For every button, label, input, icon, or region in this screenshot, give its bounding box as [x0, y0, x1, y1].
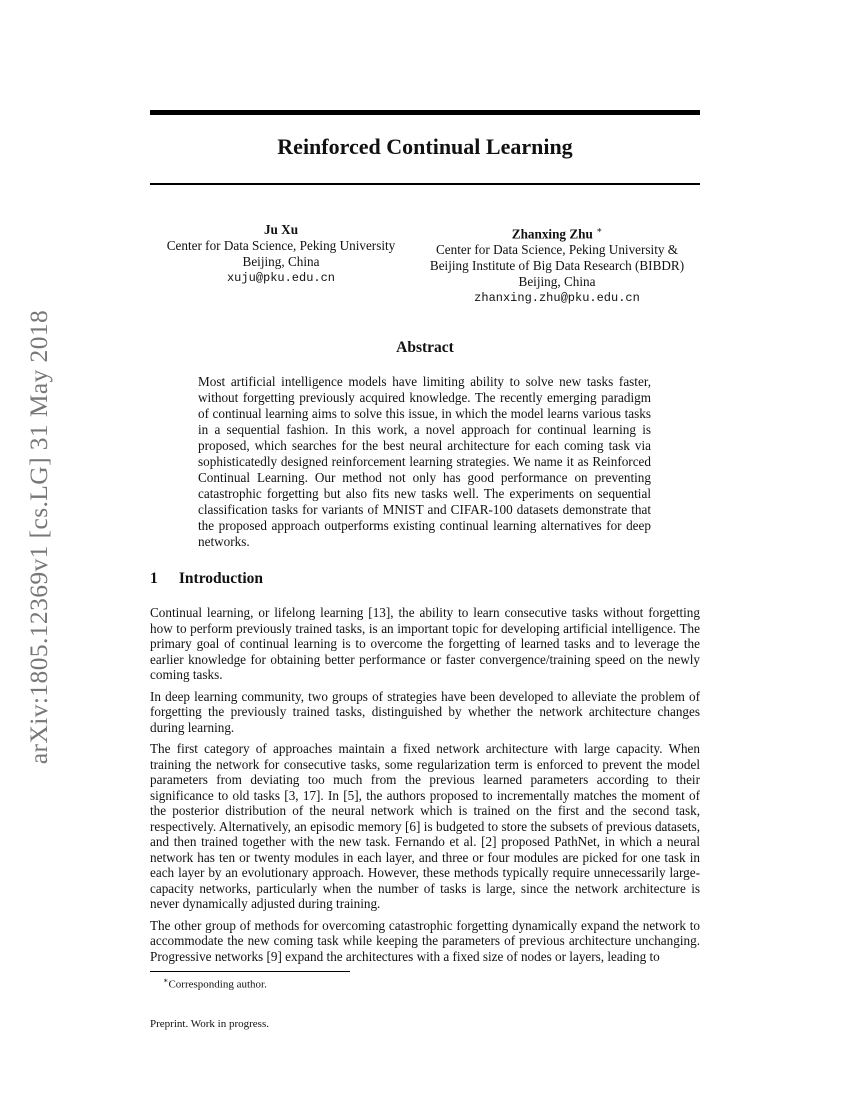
author-name-line — [412, 222, 702, 242]
author-location: Beijing, China — [242, 254, 320, 269]
preprint-note: Preprint. Work in progress. — [150, 1018, 269, 1030]
arxiv-identifier — [19, 282, 59, 792]
introduction-body — [150, 605, 700, 970]
paragraph: Continual learning, or lifelong learning [13], the ability to learn consecutive tasks without forgetting how to perform previously trained tasks, is an important topic for developing artificial intelligence. The primary goal of continual learning is to overcome the forgetting of learned tasks and to leverage the earlier knowledge for obtaining better performance or faster convergence/training speed on the newly coming tasks. — [150, 605, 700, 682]
author-name: Ju Xu — [263, 222, 299, 237]
footnote-marker: ∗ — [163, 976, 169, 985]
author-block-1 — [155, 222, 407, 286]
abstract-heading: Abstract — [396, 339, 454, 356]
paper-title: Reinforced Continual Learning — [277, 134, 573, 159]
paragraph: The first category of approaches maintain a fixed network architecture with large capacity. When training the network for consecutive tasks, some regularization term is enforced to prevent the model parameters from deviating too much from the previous learned parameters according to their significance to old tasks [3, 17]. In [5], the authors proposed to incrementally matches the moment of the posterior distribution of the neural network which is trained on the first and the second task, respectively. Alternatively, an episodic memory [6] is budgeted to store the subsets of previous datasets, and then trained together with the new task. Fernando et al. [2] proposed PathNet, in which a neural network has ten or twenty modules in each layer, and three or four modules are picked for one task in each layer by an evolutionary approach. However, these methods typically require unnecessarily large-capacity networks, particularly when the number of tasks is large, since the network architecture is never dynamically adjusted during training. — [150, 741, 700, 911]
footnote-text: Corresponding author. — [168, 978, 267, 991]
author-affiliation: Center for Data Science, Peking University — [166, 238, 396, 253]
abstract-text: Most artificial intelligence models have limiting ability to solve new tasks faster, without forgetting previously acquired knowledge. The recently emerging paradigm of continual learning aims to solve this issue, in which the model learns various tasks in a sequential fashion. In this work, a novel approach for continual learning is proposed, which searches for the best neural architecture for each coming task via sophisticatedly designed reinforcement learning strategies. We name it as Reinforced Continual Learning. Our method not only has good performance on preventing catastrophic forgetting but also fits new tasks well. The experiments on sequential classification tasks for variants of MNIST and CIFAR-100 datasets demonstrate that the proposed approach outperforms existing continual learning alternatives for deep networks. — [198, 374, 651, 549]
author-footnote-marker: ∗ — [596, 225, 603, 235]
author-email: zhanxing.zhu@pku.edu.cn — [474, 291, 640, 306]
author-affiliation: Center for Data Science, Peking University & — [435, 242, 679, 258]
author-affiliation-2: Beijing Institute of Big Data Research (BIBDR) — [429, 258, 685, 274]
paragraph: The other group of methods for overcoming catastrophic forgetting dynamically expand the network to accommodate the new coming task while keeping the parameters of previous architecture unchanging. Progressive networks [9] expand the architectures with a fixed size of nodes or layers, leading to — [150, 917, 700, 964]
footnote-rule — [150, 971, 350, 972]
title-top-rule — [150, 110, 700, 115]
section-heading — [150, 570, 263, 588]
author-email: xuju@pku.edu.cn — [226, 271, 336, 285]
section-number: 1 — [150, 570, 158, 587]
arxiv-identifier-text: arXiv:1805.12369v1 [cs.LG] 31 May 2018 — [24, 309, 53, 765]
author-block-2 — [412, 222, 702, 306]
section-title: Introduction — [178, 570, 263, 587]
footnote — [163, 976, 267, 991]
author-location: Beijing, China — [518, 274, 596, 290]
title-bottom-rule — [150, 183, 700, 185]
author-name: Zhanxing Zhu — [511, 226, 593, 242]
paragraph: In deep learning community, two groups of strategies have been developed to alleviate the problem of forgetting the previously trained tasks, distinguished by whether the network architecture changes during learning. — [150, 688, 700, 735]
